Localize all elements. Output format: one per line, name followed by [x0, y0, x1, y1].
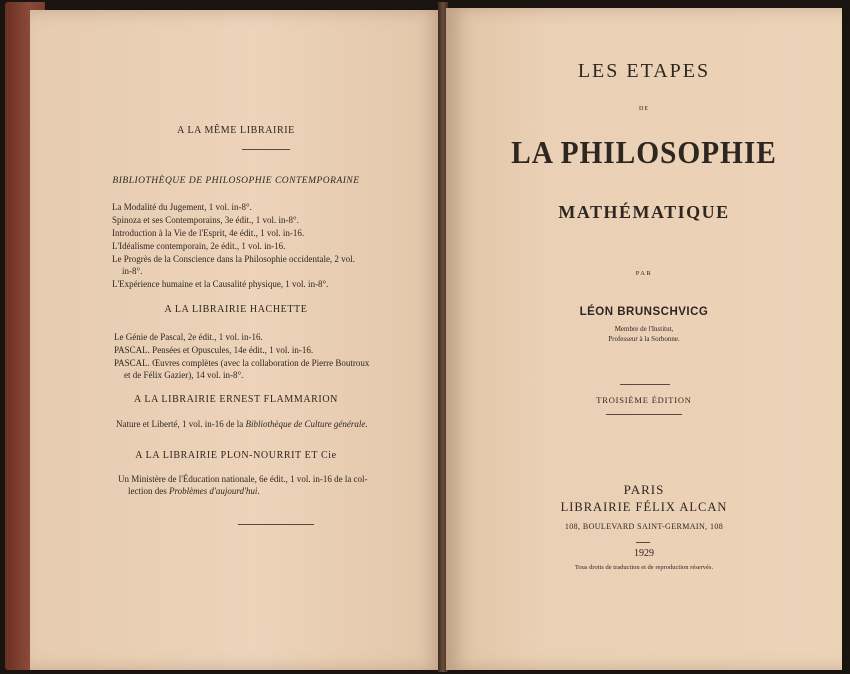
list-item: PASCAL. Œuvres complètes (avec la collaboration de Pierre Boutroux: [114, 358, 370, 368]
list-item: Le Génie de Pascal, 2e édit., 1 vol. in-16.: [114, 332, 263, 342]
divider: [242, 149, 290, 150]
author-role: Membre de l'Institut,: [614, 325, 674, 333]
list-item: Introduction à la Vie de l'Esprit, 4e édit., 1 vol. in-16.: [112, 228, 305, 238]
header-plon: A LA LIBRAIRIE PLON-NOURRIT ET Cie: [135, 450, 337, 461]
by-label: PAR: [635, 270, 653, 277]
item-text: Nature et Liberté, 1 vol. in-16 de la: [116, 419, 246, 429]
list-item-continuation: et de Félix Gazier), 14 vol. in-8°.: [124, 370, 244, 380]
list-item: Spinoza et ses Contemporains, 3e édit., 1 vol. in-8°.: [112, 215, 299, 225]
edition-label: TROISIÈME ÉDITION: [596, 395, 692, 405]
list-item: L'Expérience humaine et la Causalité physique, 1 vol. in-8°.: [112, 279, 329, 289]
list-item: [116, 419, 368, 430]
author-role: Professeur à la Sorbonne.: [608, 335, 680, 343]
item-text: lection des: [128, 486, 169, 496]
list-item: Le Progrès de la Conscience dans la Philosophie occidentale, 2 vol.: [112, 254, 355, 264]
title-mathematique: MATHÉMATIQUE: [558, 202, 730, 222]
divider: [636, 542, 650, 543]
rights-notice: Tous droits de traduction et de reproduction réservés.: [574, 564, 714, 571]
title-les-etapes: LES ETAPES: [577, 60, 711, 82]
list-item-continuation: in-8°.: [122, 266, 143, 276]
list-item: PASCAL. Pensées et Opuscules, 14e édit., 1 vol. in-16.: [114, 345, 314, 355]
item-italic: Problèmes d'aujourd'hui: [169, 486, 258, 496]
divider: [606, 414, 682, 415]
list-item-continuation: [128, 486, 260, 497]
header-flammarion: A LA LIBRAIRIE ERNEST FLAMMARION: [133, 394, 339, 405]
left-page: [30, 10, 442, 670]
series-title: BIBLIOTHÈQUE DE PHILOSOPHIE CONTEMPORAINE: [112, 176, 360, 186]
divider: [620, 384, 670, 385]
list-item: La Modalité du Jugement, 1 vol. in-8°.: [112, 202, 252, 212]
author-name: LÉON BRUNSCHVICG: [579, 306, 709, 318]
title-la-philosophie: LA PHILOSOPHIE: [511, 134, 777, 170]
item-end: .: [257, 486, 260, 496]
publisher-city: PARIS: [623, 482, 665, 497]
header-meme-librairie: A LA MÊME LIBRAIRIE: [177, 125, 295, 136]
publisher-address: 108, BOULEVARD SAINT-GERMAIN, 108: [564, 522, 724, 531]
item-italic: Bibliothèque de Culture générale: [245, 419, 366, 429]
list-item: L'Idéalisme contemporain, 2e édit., 1 vol. in-16.: [112, 241, 286, 251]
title-de: DE: [639, 106, 649, 112]
publisher-name: LIBRAIRIE FÉLIX ALCAN: [560, 500, 728, 514]
list-item: Un Ministère de l'Éducation nationale, 6e édit., 1 vol. in-16 de la col-: [118, 474, 368, 484]
item-end: .: [365, 419, 368, 429]
divider: [238, 524, 314, 525]
header-hachette: A LA LIBRAIRIE HACHETTE: [164, 304, 308, 315]
right-page: [446, 8, 842, 670]
publication-year: 1929: [634, 548, 654, 559]
